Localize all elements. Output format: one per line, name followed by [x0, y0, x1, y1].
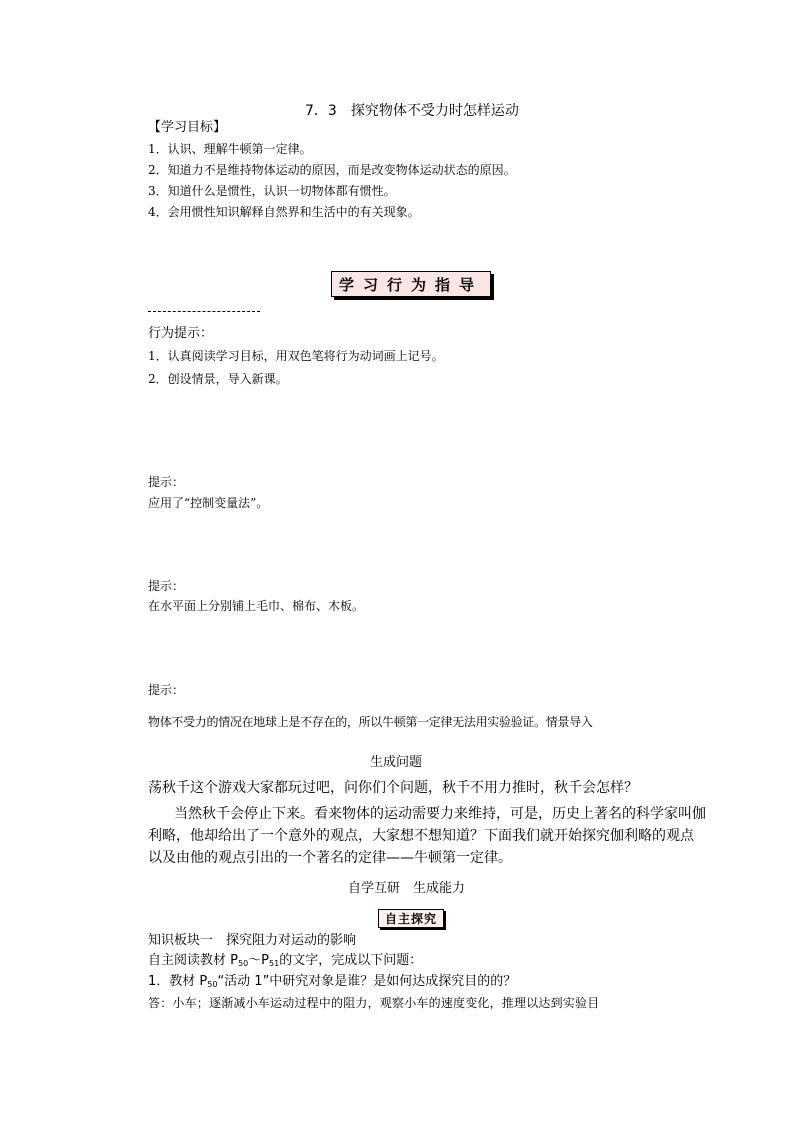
hint1-label: 提示： [148, 475, 185, 489]
section-self-study-title: 自学互研 生成能力 [348, 881, 466, 896]
objective-item-3: 3．知道什么是惯性，认识一切物体都有惯性。 [148, 184, 396, 198]
hint2-label: 提示： [148, 579, 185, 593]
objective-item-1: 1．认识、理解牛顿第一定律。 [148, 142, 312, 156]
objectives-title: 【学习目标】 [148, 120, 227, 135]
study-guide-banner: 学习行为指导 [331, 271, 491, 297]
hint1-text: 应用了“控制变量法”。 [148, 496, 269, 510]
question-1: 1．教材 $P_{50}“$活动 1”中研究对象是谁？是如何达成探究目的的？ [148, 974, 517, 989]
hint2-text: 在水平面上分别铺上毛巾、棉布、木板。 [148, 599, 365, 613]
intro-paragraph-2-line1: 当然秋千会停止下来。看来物体的运动需要力来维持，可是，历史上著名的科学家叫伽 [174, 806, 706, 822]
page-title: 7．3 探究物体不受力时怎样运动 [305, 103, 519, 119]
intro-paragraph-1: 荡秋千这个游戏大家都玩过吧，问你们个问题，秋千不用力推时，秋千会怎样？ [148, 780, 638, 796]
behavior-item-2: 2．创设情景，导入新课。 [148, 372, 288, 386]
behavior-title: 行为提示： [148, 326, 214, 341]
module1-read-instruction: 自主阅读教材 $P_{50}\sim P_{51}$的文字，完成以下问题： [148, 953, 423, 968]
section-generate-title: 生成问题 [370, 755, 423, 770]
answer-1: 答：小车；逐渐减小车运动过程中的阻力，观察小车的速度变化，推理以达到实验目 [148, 996, 600, 1010]
behavior-item-1: 1．认真阅读学习目标，用双色笔将行为动词画上记号。 [148, 349, 444, 363]
hint3-label: 提示： [148, 683, 185, 697]
intro-paragraph-2-line3: 以及由他的观点引出的一个著名的定律——牛顿第一定律。 [148, 850, 512, 866]
hint3-text: 物体不受力的情况在地球上是不存在的，所以牛顿第一定律无法用实验验证。情景导入 [148, 715, 593, 729]
intro-paragraph-2-line2: 利略，他却给出了一个意外的观点，大家想不想知道？下面我们就开始探究伽利略的观点 [148, 828, 694, 844]
objective-item-2: 2．知道力不是维持物体运动的原因，而是改变物体运动状态的原因。 [148, 163, 516, 177]
dashes-divider [148, 311, 260, 312]
module1-title: 知识板块一 探究阻力对运动的影响 [148, 933, 357, 948]
objective-item-4: 4．会用惯性知识解释自然界和生活中的有关现象。 [148, 205, 420, 219]
self-explore-banner: 自主探究 [378, 909, 444, 928]
